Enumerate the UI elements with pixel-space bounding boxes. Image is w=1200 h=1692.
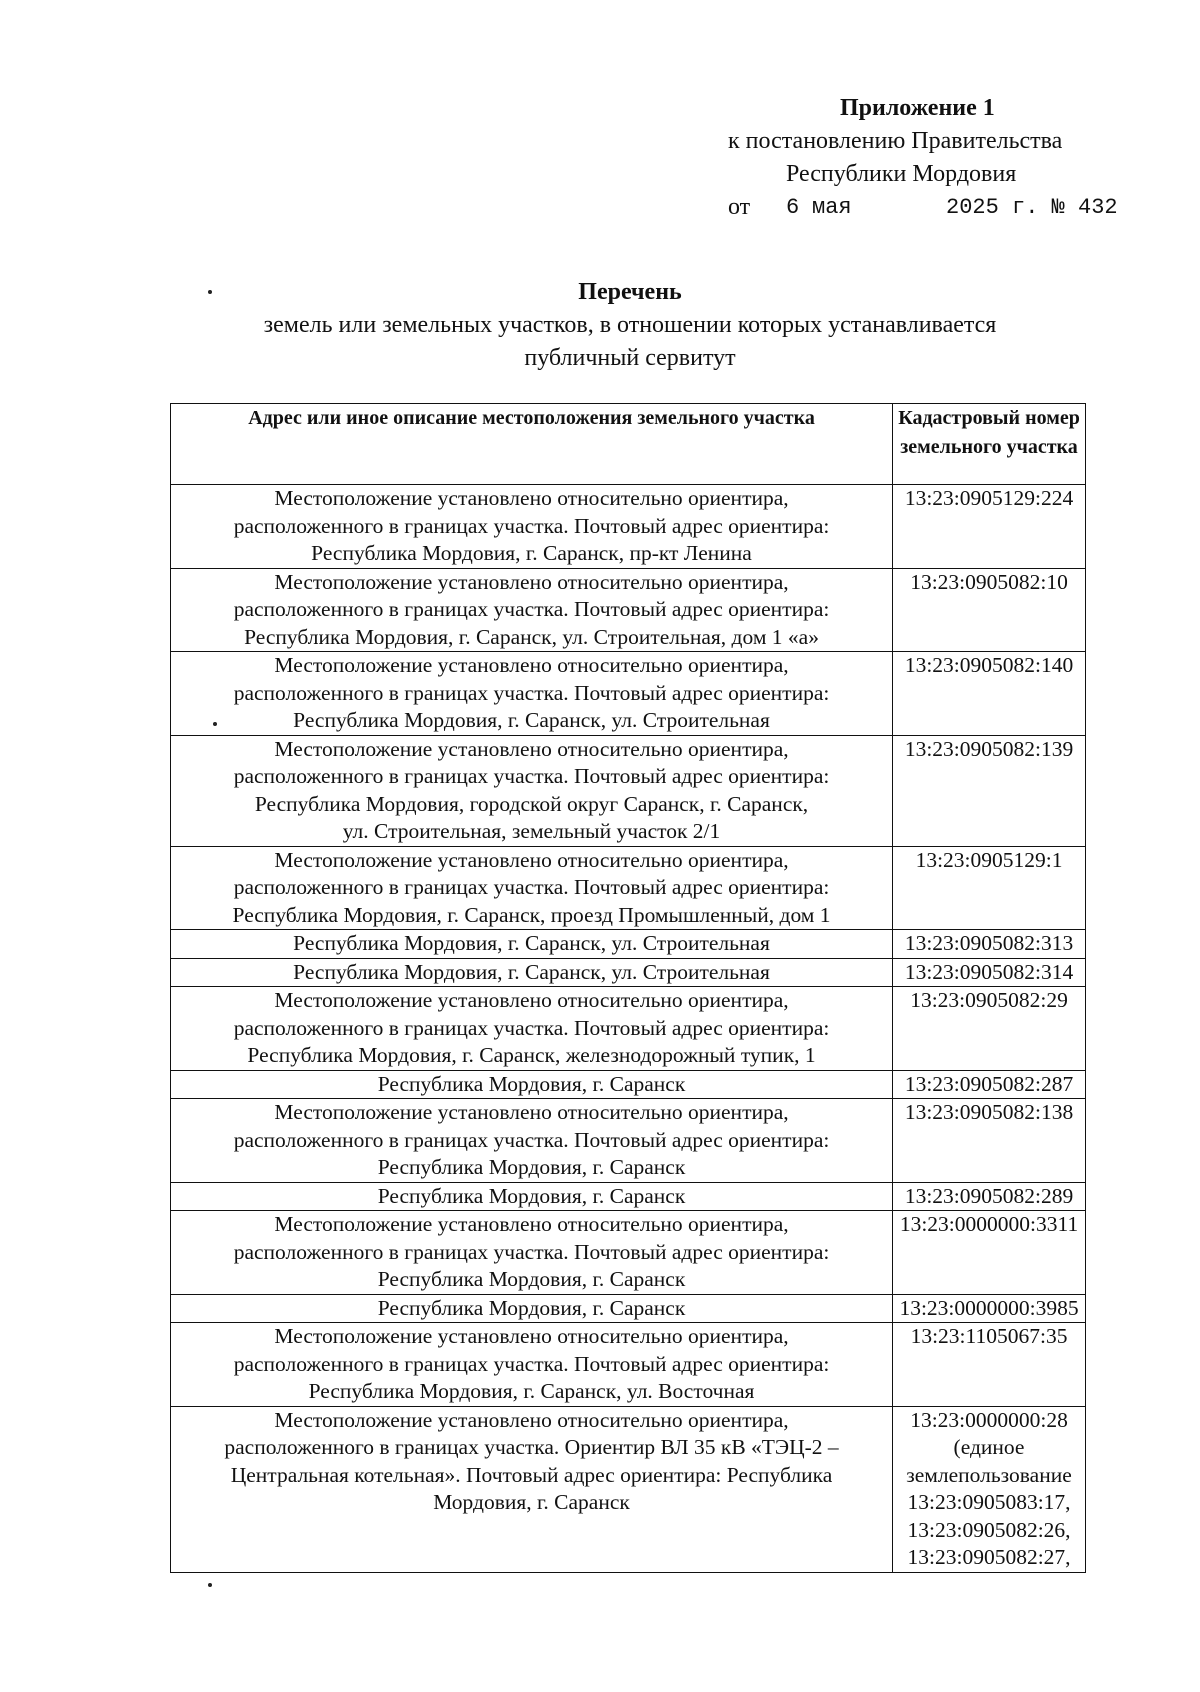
address-line: Республика Мордовия, г. Саранск, железнодорожный тупик, 1 (247, 1043, 816, 1067)
cadastral-number: 13:23:0905082:289 (904, 1183, 1074, 1208)
address-cell (171, 735, 893, 846)
address-line: Республика Мордовия, г. Саранск (377, 1155, 686, 1179)
cadastral-number: 13:23:0905082:139 (904, 736, 1074, 761)
cadastral-number: 13:23:1105067:35 (910, 1324, 1068, 1348)
address-line: Республика Мордовия, г. Саранск (377, 1071, 686, 1096)
address-line: Местоположение установлено относительно ориентира, (274, 988, 789, 1012)
address-cell (171, 958, 893, 987)
table-header-row (171, 404, 1086, 485)
cadastral-number: 13:23:0000000:3311 (899, 1212, 1079, 1236)
table-body (171, 485, 1086, 1573)
cadastral-number-cell (893, 485, 1086, 569)
address-line: Местоположение установлено относительно ориентира, (274, 1212, 789, 1236)
cadastral-number: 13:23:0905082:313 (904, 931, 1074, 955)
appendix-date-line (728, 191, 1148, 224)
cadastral-number: 13:23:0905129:224 (904, 486, 1074, 510)
address-line: Республика Мордовия, г. Саранск, ул. Строительная (293, 931, 770, 955)
cadastral-number: 13:23:0905082:287 (904, 1071, 1074, 1096)
appendix-title: Приложение 1 (840, 95, 995, 121)
scan-speck (208, 290, 212, 294)
address-cell (171, 1070, 893, 1099)
address-line: расположенного в границах участка. Почтовый адрес ориентира: (233, 1239, 830, 1264)
cadastral-number: (единое (953, 1435, 1025, 1459)
table-row (171, 652, 1086, 736)
cadastral-number-cell (893, 958, 1086, 987)
address-cell (171, 846, 893, 930)
address-line: расположенного в границах участка. Почтовый адрес ориентира: (233, 1351, 830, 1376)
address-line: Местоположение установлено относительно ориентира, (274, 1407, 789, 1432)
cadastral-number: 13:23:0905082:27, (907, 1545, 1071, 1569)
cadastral-number-cell (893, 1099, 1086, 1183)
address-line: Мордовия, г. Саранск (433, 1490, 630, 1514)
address-line: расположенного в границах участка. Почтовый адрес ориентира: (233, 597, 830, 621)
scan-speck (213, 722, 217, 726)
address-line: Республика Мордовия, г. Саранск (377, 1295, 686, 1320)
cadastral-number: 13:23:0000000:28 (910, 1407, 1068, 1432)
heading-title: Перечень (578, 279, 682, 305)
address-line: Местоположение установлено относительно ориентира, (274, 847, 789, 872)
address-line: Республика Мордовия, г. Саранск (377, 1267, 686, 1291)
address-cell (171, 485, 893, 569)
cadastral-number-cell (893, 652, 1086, 736)
table-row (171, 735, 1086, 846)
address-cell (171, 568, 893, 652)
address-line: Местоположение установлено относительно ориентира, (274, 569, 789, 594)
address-cell (171, 1099, 893, 1183)
address-line: Республика Мордовия, г. Саранск, ул. Строительная (293, 959, 770, 984)
address-line: расположенного в границах участка. Почтовый адрес ориентира: (233, 764, 830, 788)
appendix-line-decree: к постановлению Правительства (728, 128, 1063, 154)
cadastral-number-cell (893, 1211, 1086, 1295)
appendix-header (728, 92, 1148, 224)
table-row (171, 1323, 1086, 1407)
address-cell (171, 1294, 893, 1323)
date-year-number: 2025 г. № 432 (946, 195, 1118, 220)
cadastral-number: 13:23:0905082:10 (910, 569, 1068, 594)
address-cell (171, 1406, 893, 1572)
cadastral-number-cell (893, 987, 1086, 1071)
cadastral-number-cell (893, 1294, 1086, 1323)
address-line: Республика Мордовия, г. Саранск, ул. Восточная (308, 1379, 755, 1403)
address-line: Местоположение установлено относительно ориентира, (274, 1324, 789, 1348)
date-prefix: от (728, 194, 751, 220)
address-line: расположенного в границах участка. Почтовый адрес ориентира: (233, 1127, 830, 1152)
table-row (171, 930, 1086, 959)
cadastral-number: землепользование (906, 1462, 1072, 1487)
address-line: расположенного в границах участка. Ориентир ВЛ 35 кВ «ТЭЦ-2 – (224, 1435, 839, 1459)
address-line: Республика Мордовия, городской округ Саранск, г. Саранск, (254, 791, 809, 816)
table-row (171, 1406, 1086, 1572)
cadastral-number-cell (893, 1070, 1086, 1099)
cadastral-number-cell (893, 568, 1086, 652)
cadastral-number-cell (893, 1182, 1086, 1211)
address-cell (171, 930, 893, 959)
address-line: Республика Мордовия, г. Саранск, ул. Строительная, дом 1 «а» (244, 624, 819, 649)
cadastral-number: 13:23:0905082:314 (904, 959, 1074, 984)
table-row (171, 846, 1086, 930)
address-line: расположенного в границах участка. Почтовый адрес ориентира: (233, 513, 830, 538)
cadastral-number-cell (893, 735, 1086, 846)
document-heading (170, 276, 1090, 375)
table-row (171, 1099, 1086, 1183)
address-cell (171, 1323, 893, 1407)
column-header-address: Адрес или иное описание местоположения земельного участка (171, 404, 893, 485)
cadastral-number-cell (893, 1406, 1086, 1572)
address-line: Местоположение установлено относительно ориентира, (274, 1100, 789, 1124)
table-row (171, 958, 1086, 987)
address-line: Республика Мордовия, г. Саранск, ул. Строительная (293, 708, 770, 732)
date-month: мая (812, 195, 852, 220)
cadastral-number-cell (893, 1323, 1086, 1407)
cadastral-number: 13:23:0905082:29 (910, 988, 1068, 1012)
table-row (171, 1182, 1086, 1211)
address-cell (171, 987, 893, 1071)
table-row (171, 1070, 1086, 1099)
table-row (171, 485, 1086, 569)
appendix-line-republic: Республики Мордовия (786, 161, 1017, 187)
table-row (171, 1294, 1086, 1323)
table-row (171, 1211, 1086, 1295)
heading-subtitle-1: земель или земельных участков, в отношении которых устанавливается (263, 312, 997, 338)
cadastral-number: 13:23:0905082:138 (904, 1100, 1074, 1124)
address-line: Местоположение установлено относительно ориентира, (274, 736, 789, 761)
address-line: ул. Строительная, земельный участок 2/1 (342, 819, 721, 843)
scan-speck (208, 1583, 212, 1587)
address-cell (171, 1211, 893, 1295)
table-row (171, 987, 1086, 1071)
cadastral-number-cell (893, 846, 1086, 930)
address-line: Республика Мордовия, г. Саранск (377, 1183, 686, 1208)
address-line: Местоположение установлено относительно ориентира, (274, 653, 789, 677)
cadastral-number: 13:23:0905082:26, (907, 1517, 1071, 1542)
cadastral-number-cell (893, 930, 1086, 959)
heading-subtitle-2: публичный сервитут (524, 345, 736, 371)
cadastral-number: 13:23:0905129:1 (915, 847, 1063, 872)
address-cell (171, 652, 893, 736)
address-line: Центральная котельная». Почтовый адрес ориентира: Республика (230, 1462, 833, 1487)
address-line: Местоположение установлено относительно ориентира, (274, 486, 789, 510)
address-line: Республика Мордовия, г. Саранск, проезд Промышленный, дом 1 (232, 902, 831, 927)
address-line: Республика Мордовия, г. Саранск, пр-кт Ленина (311, 541, 752, 565)
land-plots-table (170, 403, 1086, 1573)
table-row (171, 568, 1086, 652)
address-line: расположенного в границах участка. Почтовый адрес ориентира: (233, 875, 830, 899)
address-line: расположенного в границах участка. Почтовый адрес ориентира: (233, 1015, 830, 1040)
address-cell (171, 1182, 893, 1211)
column-header-cadastral: Кадастровый номер земельного участка (893, 404, 1086, 485)
address-line: расположенного в границах участка. Почтовый адрес ориентира: (233, 680, 830, 705)
cadastral-number: 13:23:0905083:17, (907, 1490, 1071, 1514)
cadastral-number: 13:23:0000000:3985 (899, 1295, 1079, 1320)
date-day: 6 (786, 195, 800, 220)
cadastral-number: 13:23:0905082:140 (904, 653, 1074, 677)
